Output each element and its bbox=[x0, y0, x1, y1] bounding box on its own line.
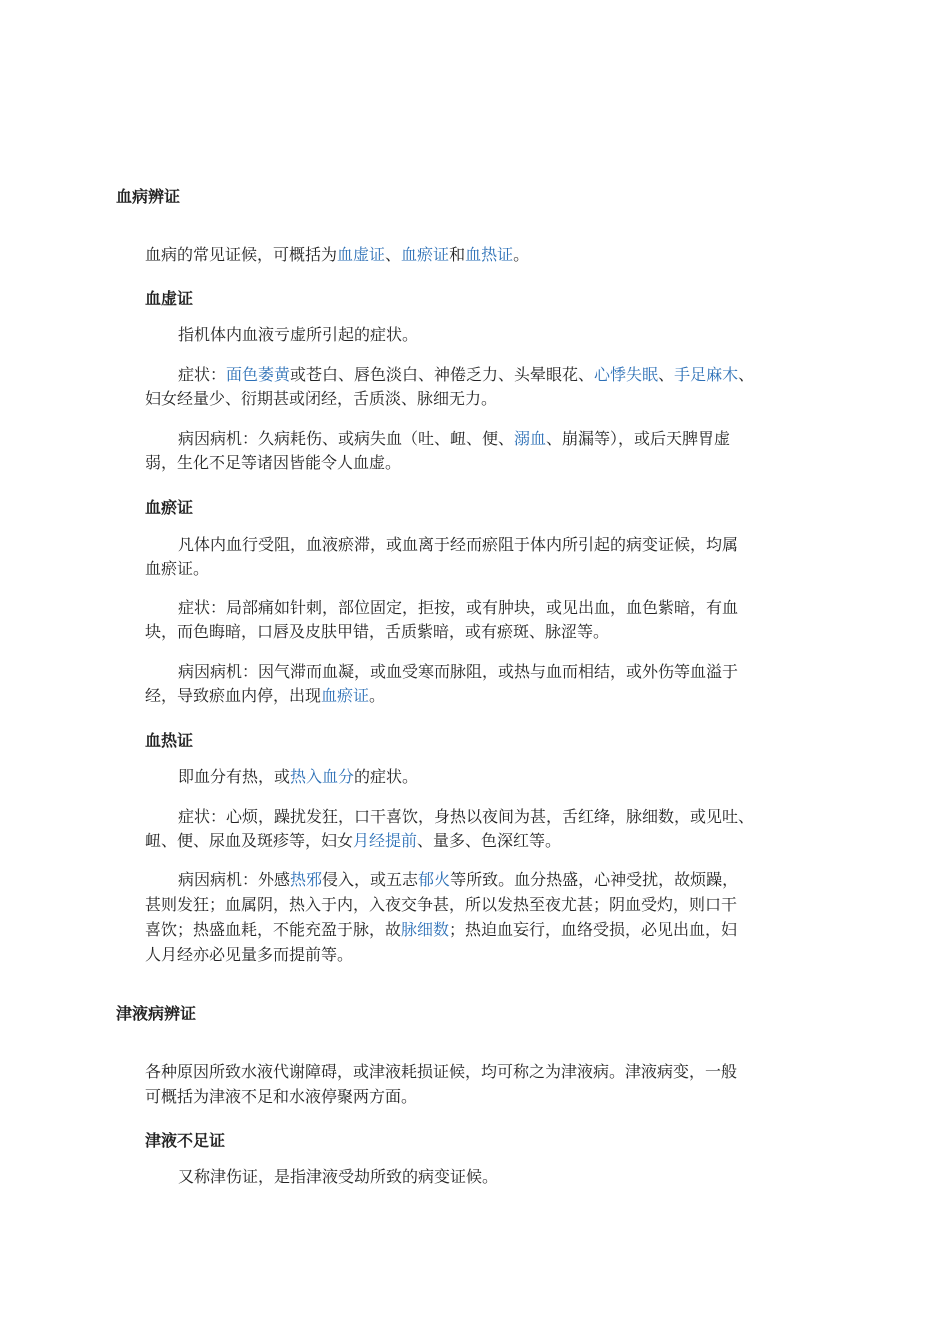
text: 。 bbox=[369, 686, 386, 705]
xueyu-symptoms-line1: 症状：局部痛如针刺，部位固定，拒按，或有肿块，或见出血，血色紫暗，有血 bbox=[178, 598, 739, 617]
xuexu-cause-line1 bbox=[178, 429, 730, 449]
xueyu-cause-line1: 病因病机：因气滞而血凝，或血受寒而脉阻，或热与血而相结，或外伤等血溢于 bbox=[178, 662, 739, 681]
xueyu-definition-line2: 血瘀证。 bbox=[145, 559, 210, 578]
text: 、量多、色深红等。 bbox=[417, 831, 562, 850]
link-shouzu[interactable]: 手足麻木 bbox=[674, 365, 739, 384]
link-maixishu[interactable]: 脉细数 bbox=[401, 920, 450, 939]
text: 、崩漏等），或后天脾胃虚 bbox=[546, 429, 731, 448]
xuexu-symptoms-line1 bbox=[178, 365, 754, 385]
section-title-blood: 血病辨证 bbox=[116, 187, 181, 206]
fluid-deficiency-definition: 又称津伤证，是指津液受劫所致的病变证候。 bbox=[178, 1167, 499, 1186]
text: 喜饮；热盛血耗，不能充盈于脉，故 bbox=[145, 920, 402, 939]
text: 即血分有热，或 bbox=[178, 767, 291, 786]
xueyu-symptoms-line2: 块，而色晦暗，口唇及皮肤甲错，舌质紫暗，或有瘀斑、脉涩等。 bbox=[145, 622, 610, 641]
link-xuere[interactable]: 血热证 bbox=[465, 245, 514, 264]
xuexu-cause-line2: 弱，生化不足等诸因皆能令人血虚。 bbox=[145, 453, 402, 472]
subsection-title-fluid-deficiency: 津液不足证 bbox=[145, 1131, 226, 1150]
xuere-symptoms-line2 bbox=[145, 831, 561, 851]
text: 的症状。 bbox=[354, 767, 419, 786]
text: 经，导致瘀血内停，出现 bbox=[145, 686, 322, 705]
text: 或苍白、唇色淡白、神倦乏力、头晕眼花、 bbox=[290, 365, 595, 384]
link-xueyu-2[interactable]: 血瘀证 bbox=[321, 686, 370, 705]
xuexu-symptoms-line2: 妇女经量少、衍期甚或闭经，舌质淡、脉细无力。 bbox=[145, 389, 498, 408]
link-xueyu[interactable]: 血瘀证 bbox=[401, 245, 450, 264]
xuere-cause-line4: 人月经亦必见量多而提前等。 bbox=[145, 945, 354, 964]
subsection-title-xuexu: 血虚证 bbox=[145, 289, 194, 308]
subsection-title-xuere: 血热证 bbox=[145, 731, 194, 750]
link-yuhuo[interactable]: 郁火 bbox=[418, 870, 451, 889]
xueyu-cause-line2 bbox=[145, 686, 385, 706]
text: 衄、便、尿血及斑疹等，妇女 bbox=[145, 831, 354, 850]
blood-intro bbox=[145, 245, 529, 265]
link-rexie[interactable]: 热邪 bbox=[290, 870, 323, 889]
text: 和 bbox=[449, 245, 466, 264]
xuere-definition bbox=[178, 767, 418, 787]
link-xinji[interactable]: 心悸失眠 bbox=[594, 365, 659, 384]
link-mianse[interactable]: 面色萎黄 bbox=[226, 365, 291, 384]
text: ；热迫血妄行，血络受损，必见出血，妇 bbox=[449, 920, 738, 939]
xuexu-definition: 指机体内血液亏虚所引起的症状。 bbox=[178, 325, 419, 344]
text: 症状： bbox=[178, 365, 227, 384]
link-xuexu[interactable]: 血虚证 bbox=[337, 245, 386, 264]
text: 。 bbox=[513, 245, 530, 264]
fluid-intro-line1: 各种原因所致水液代谢障碍，或津液耗损证候，均可称之为津液病。津液病变，一般 bbox=[145, 1062, 738, 1081]
text: 、 bbox=[658, 365, 675, 384]
text: 等所致。血分热盛，心神受扰，故烦躁， bbox=[450, 870, 739, 889]
text: 侵入，或五志 bbox=[322, 870, 419, 889]
section-title-fluid: 津液病辨证 bbox=[116, 1004, 197, 1023]
link-yuejing[interactable]: 月经提前 bbox=[353, 831, 418, 850]
link-rerux[interactable]: 热入血分 bbox=[290, 767, 355, 786]
text: 病因病机：外感 bbox=[178, 870, 291, 889]
xuere-cause-line2: 甚则发狂；血属阴，热入于内，入夜交争甚，所以发热至夜尤甚；阴血受灼，则口干 bbox=[145, 895, 738, 914]
subsection-title-xueyu: 血瘀证 bbox=[145, 498, 194, 517]
xuere-symptoms-line1: 症状：心烦，躁扰发狂，口干喜饮，身热以夜间为甚，舌红绛，脉细数，或见吐、 bbox=[178, 807, 755, 826]
text: 病因病机：久病耗伤、或病失血（吐、衄、便、 bbox=[178, 429, 515, 448]
text: 、 bbox=[385, 245, 402, 264]
text: 、 bbox=[738, 365, 755, 384]
xueyu-definition-line1: 凡体内血行受阻，血液瘀滞，或血离于经而瘀阻于体内所引起的病变证候，均属 bbox=[178, 535, 739, 554]
text: 血病的常见证候，可概括为 bbox=[145, 245, 338, 264]
fluid-intro-line2: 可概括为津液不足和水液停聚两方面。 bbox=[145, 1087, 418, 1106]
link-niaoxue[interactable]: 溺血 bbox=[514, 429, 547, 448]
xuere-cause-line1 bbox=[178, 870, 738, 890]
xuere-cause-line3 bbox=[145, 920, 737, 940]
